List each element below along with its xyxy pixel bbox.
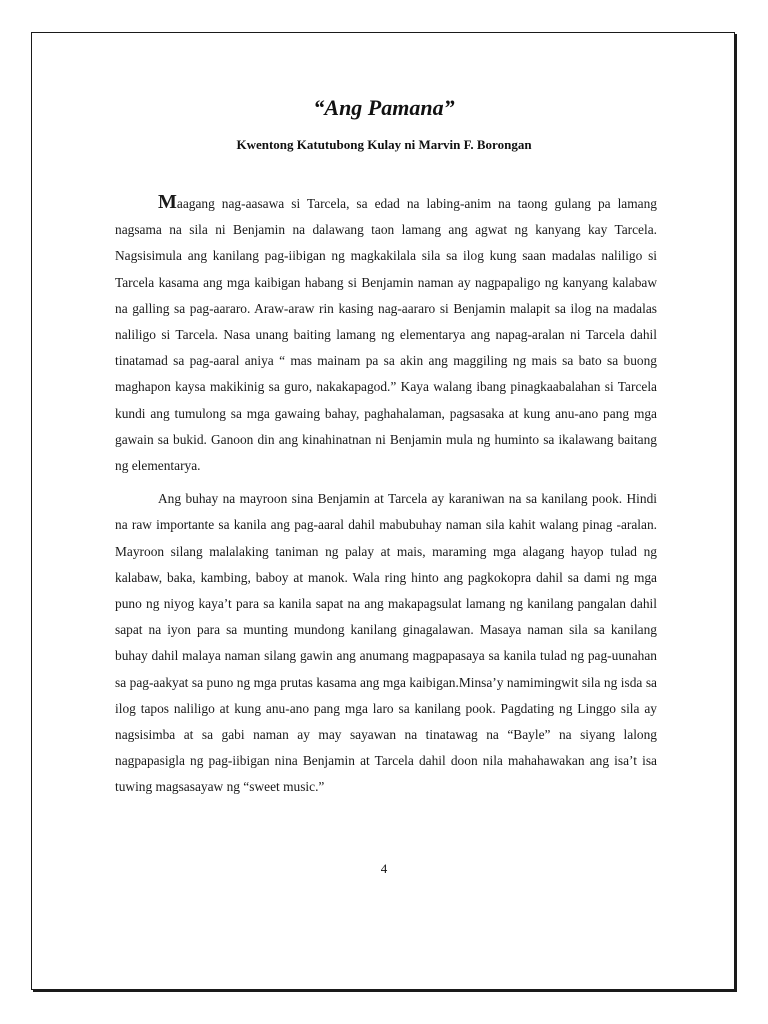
- paragraph-1-text: aagang nag-aasawa si Tarcela, sa edad na labing-anim na taong gulang pa lamang nagsama na sila ni Benjamin na dalawang taon lamang ang agwat ng kanyang kay Tarcela. Nagsisimula ang kanilang pag-iibigan ng magkakilala sila sa ilog kung saan madalas naliligo si Tarcela kasama ang mga kaibigan habang si Benjamin naman ay nagpapaligo ng kanyang kalabaw na galling sa pag-aararo. Araw-araw rin kasing nag-aararo si Benjamin malapit sa ilog na madalas naliligo si Tarcela. Nasa unang baiting lamang ng elementarya ang napag-aralan ni Tarcela dahil tinatamad sa pag-aaral aniya “ mas mainam pa sa akin ang maggiling ng mais sa bato sa buong maghapon kaysa makikinig sa guro, nakakapagod.” Kaya walang ibang pinagkaabalahan si Tarcela kundi ang tumulong sa mga gawaing bahay, paghahalaman, pagsasaka at kung anu-ano pang mga gawain sa bukid. Ganoon din ang kinahinatnan ni Benjamin mula ng huminto sa ikalawang baitang ng elementarya.: [115, 196, 657, 474]
- story-title: “Ang Pamana”: [313, 95, 455, 120]
- drop-cap: M: [158, 191, 177, 213]
- paragraph-1: [115, 191, 657, 479]
- page-number: 4: [380, 861, 388, 876]
- story-subtitle: Kwentong Katutubong Kulay ni Marvin F. Borongan: [236, 137, 532, 152]
- story-body: [115, 191, 657, 801]
- document-page: [31, 32, 735, 990]
- paragraph-2: Ang buhay na mayroon sina Benjamin at Tarcela ay karaniwan na sa kanilang pook. Hindi na raw importante sa kanila ang pag-aaral dahil mabubuhay naman sila kahit walang pinag -aralan. Mayroon silang malalaking taniman ng palay at mais, maraming mga alagang hayop tulad ng kalabaw, baka, kambing, baboy at manok. Wala ring hinto ang pagkokopra dahil sa dami ng mga puno ng niyog kaya’t para sa kanila sapat na ang makapagsulat lamang ng kanilang pangalan dahil sapat na iyon para sa munting mundong kanilang ginagalawan. Masaya naman sila sa kanilang buhay dahil malaya naman silang gawin ang anumang magpapasaya sa kanila tulad ng pag-uunahan sa pag-aakyat sa puno ng mga prutas kasama ang mga kaibigan.Minsa’y namimingwit sila ng isda sa ilog tapos naliligo at kung anu-ano pang mga laro sa kanilang pook. Pagdating ng Linggo sila ay nagsisimba at sa gabi naman ay may sayawan na tinatawag na “Bayle” na siyang lalong nagpapasigla ng pag-iibigan nina Benjamin at Tarcela dahil doon nila mahahawakan ang isa’t isa tuwing magsasayaw ng “sweet music.”: [115, 491, 657, 795]
